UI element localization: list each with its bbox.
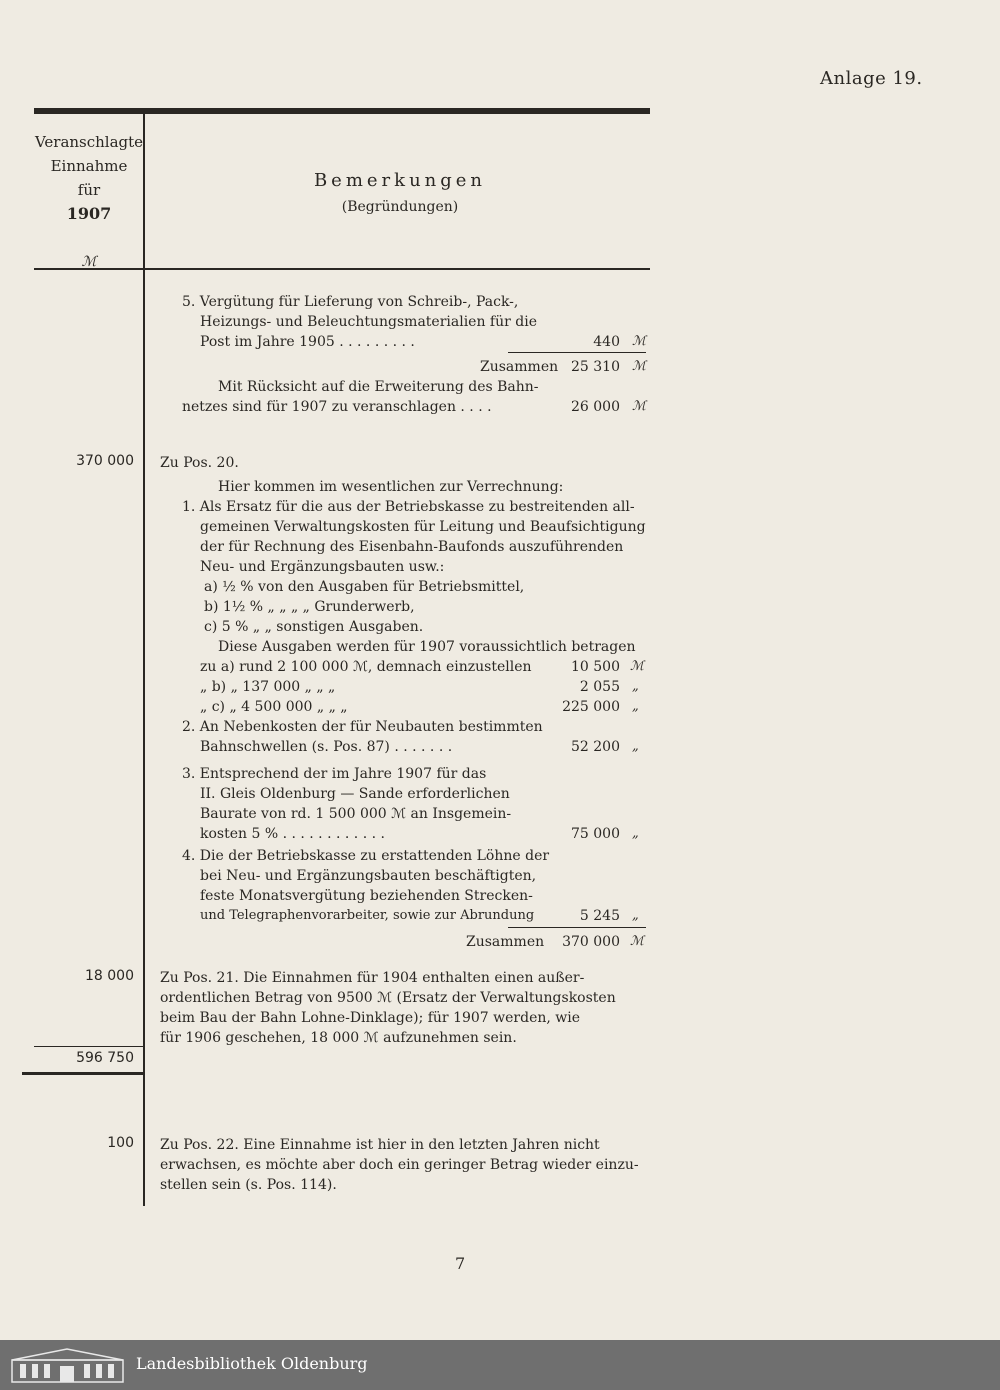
total-rule <box>22 1072 143 1075</box>
text-line: Neu- und Ergänzungsbauten usw.: <box>200 559 445 575</box>
header-left-line-3: für <box>77 181 101 199</box>
text-line: für 1906 geschehen, 18 000 ℳ aufzunehmen sein. <box>160 1030 517 1046</box>
currency-mark: ℳ <box>630 934 644 949</box>
page-number: 7 <box>455 1254 466 1273</box>
header-unit: ℳ <box>81 254 97 270</box>
sum-label: Zusammen <box>480 359 559 375</box>
text-line: Zu Pos. 21. Die Einnahmen für 1904 enthalten einen außer- <box>160 970 585 986</box>
text-line: beim Bau der Bahn Lohne-Dinklage); für 1907 werden, wie <box>160 1010 581 1026</box>
annex-label: Anlage 19. <box>820 68 923 89</box>
currency-mark: ℳ <box>630 659 644 674</box>
text-line: stellen sein (s. Pos. 114). <box>160 1177 337 1193</box>
currency-mark: ℳ <box>632 359 646 374</box>
text-line: ordentlichen Betrag von 9500 ℳ (Ersatz der Verwaltungskosten <box>160 990 616 1006</box>
sum-amount: 25 310 <box>571 359 620 375</box>
text-line: b) 1½ % „ „ „ „ Grunderwerb, <box>204 599 415 615</box>
estimate-value: 370 000 <box>76 453 134 469</box>
header-left-line-2: Einnahme <box>50 157 128 175</box>
currency-mark: „ <box>632 739 639 754</box>
text-line: Baurate von rd. 1 500 000 ℳ an Insgemein- <box>200 806 512 822</box>
footer-bar <box>0 1340 1000 1390</box>
currency-mark: ℳ <box>632 334 646 349</box>
text-line: kosten 5 % . . . . . . . . . . . . <box>200 826 385 842</box>
top-rule <box>34 108 650 114</box>
text-line: Heizungs- und Beleuchtungsmaterialien für die <box>200 314 537 330</box>
text-line: Zu Pos. 22. Eine Einnahme ist hier in den letzten Jahren nicht <box>160 1137 600 1153</box>
library-building-icon <box>10 1346 125 1384</box>
header-remarks-column <box>150 170 650 215</box>
header-title: Bemerkungen <box>313 170 487 191</box>
header-estimate-column <box>34 130 144 270</box>
sum-amount: 370 000 <box>562 934 620 950</box>
amount: 225 000 <box>562 699 620 715</box>
text-line: Post im Jahre 1905 . . . . . . . . . <box>200 334 415 350</box>
text-line: 1. Als Ersatz für die aus der Betriebskasse zu bestreitenden all- <box>182 499 635 515</box>
text-line: Hier kommen im wesentlichen zur Verrechnung: <box>218 479 564 495</box>
text-line: a) ½ % von den Ausgaben für Betriebsmittel, <box>204 579 525 595</box>
amount: 440 <box>593 334 620 350</box>
text-line: der für Rechnung des Eisenbahn-Baufonds auszuführenden <box>200 539 624 555</box>
calc-row-text: „ b) „ 137 000 „ „ „ <box>200 679 336 695</box>
currency-mark: „ <box>632 826 639 841</box>
calc-row-text: zu a) rund 2 100 000 ℳ, demnach einzustellen <box>200 659 532 675</box>
header-left-line-1: Veranschlagte <box>34 133 144 151</box>
currency-mark: „ <box>632 908 639 923</box>
text-line: netzes sind für 1907 zu veranschlagen . . . . <box>182 399 492 415</box>
text-line: gemeinen Verwaltungskosten für Leitung und Beaufsichtigung <box>200 519 646 535</box>
estimate-value: 100 <box>107 1135 134 1151</box>
amount: 2 055 <box>579 679 620 695</box>
subtotal-rule <box>34 1046 143 1047</box>
text-line: 3. Entsprechend der im Jahre 1907 für das <box>182 766 487 782</box>
amount: 75 000 <box>571 826 620 842</box>
currency-mark: „ <box>632 679 639 694</box>
text-line: bei Neu- und Ergänzungsbauten beschäftigten, <box>200 868 537 884</box>
text-line: 4. Die der Betriebskasse zu erstattenden Löhne der <box>182 848 550 864</box>
text-line: 5. Vergütung für Lieferung von Schreib-, Pack-, <box>182 294 519 310</box>
footer-library-name: Landesbibliothek Oldenburg <box>136 1354 368 1373</box>
text-line: 2. An Nebenkosten der für Neubauten bestimmten <box>182 719 543 735</box>
text-line: Diese Ausgaben werden für 1907 voraussichtlich betragen <box>218 639 636 655</box>
currency-mark: ℳ <box>632 399 646 414</box>
header-subtitle: (Begründungen) <box>341 199 459 215</box>
amount: 10 500 <box>571 659 620 675</box>
amount: 5 245 <box>579 908 620 924</box>
amount: 52 200 <box>571 739 620 755</box>
text-line: Mit Rücksicht auf die Erweiterung des Bahn- <box>218 379 539 395</box>
text-line: erwachsen, es möchte aber doch ein geringer Betrag wieder einzu- <box>160 1157 639 1173</box>
column-divider <box>143 114 145 1206</box>
sum-rule <box>508 352 646 353</box>
text-line: Bahnschwellen (s. Pos. 87) . . . . . . . <box>200 739 453 755</box>
sum-label: Zusammen <box>466 934 545 950</box>
text-line: feste Monatsvergütung beziehenden Strecken- <box>200 888 533 904</box>
text-line: II. Gleis Oldenburg — Sande erforderlichen <box>200 786 510 802</box>
text-line: c) 5 % „ „ sonstigen Ausgaben. <box>204 619 424 635</box>
section-heading: Zu Pos. 20. <box>160 455 239 471</box>
text-line: und Telegraphenvorarbeiter, sowie zur Abrundung <box>200 908 535 923</box>
amount: 26 000 <box>571 399 620 415</box>
calc-row-text: „ c) „ 4 500 000 „ „ „ <box>200 699 348 715</box>
header-year: 1907 <box>66 204 112 223</box>
sum-rule <box>508 927 646 928</box>
estimate-total: 596 750 <box>76 1050 134 1066</box>
currency-mark: „ <box>632 699 639 714</box>
estimate-value: 18 000 <box>85 968 134 984</box>
